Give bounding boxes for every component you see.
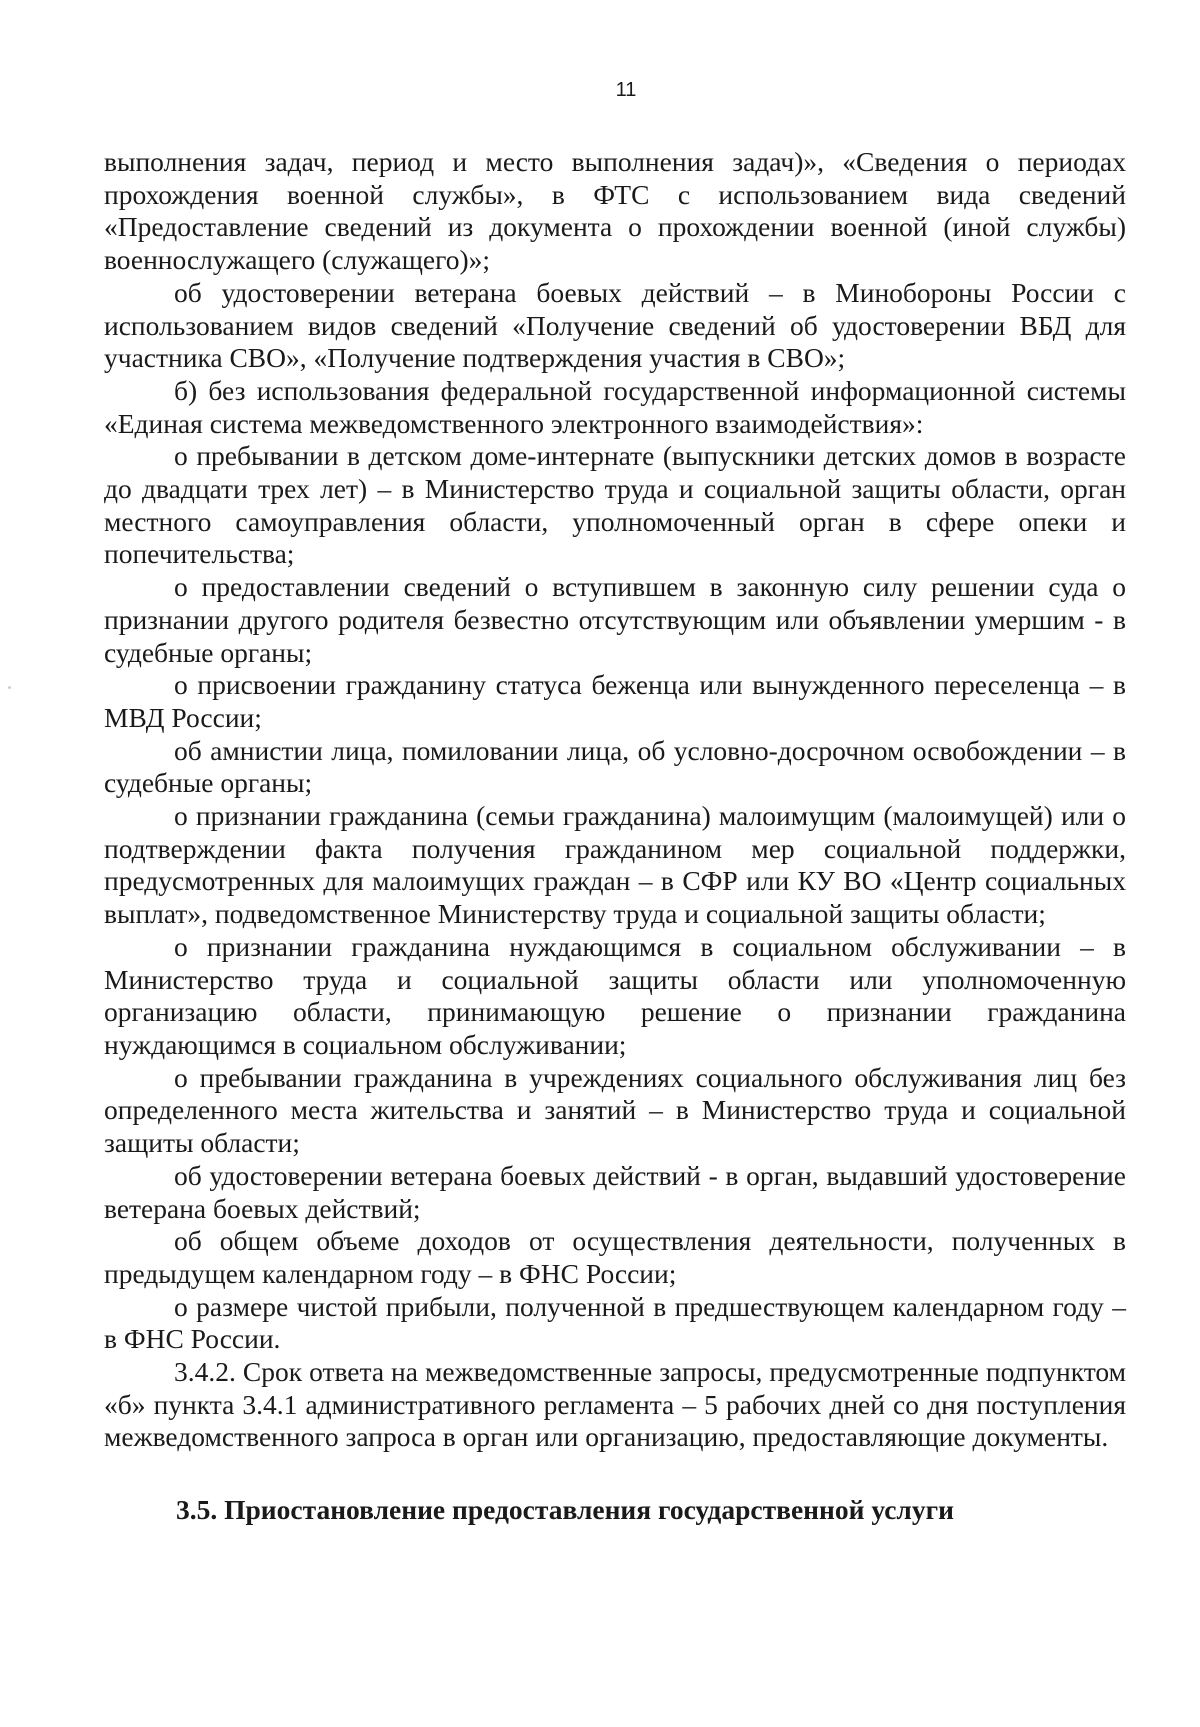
paragraph-orphanage: о пребывании в детском доме-интернате (выпускники детских домов в возрасте до двадцати трех лет) – в Министерство труда и социальной защиты области, орган местного самоуправления области, уполномоченный орган в сфере опеки и попечительства; [104, 440, 1126, 570]
paragraph-social-service-need: о признании гражданина нуждающимся в социальном обслуживании – в Министерство труда и социальной защиты области или уполномоченную организацию области, принимающую решение о признании гражданина нуждающимся в социальном обслуживании; [104, 930, 1126, 1060]
paragraph-homeless-institutions: о пребывании гражданина в учреждениях социального обслуживания лиц без определенного места жительства и занятий – в Министерство труда и социальной защиты области; [104, 1061, 1126, 1159]
paragraph-net-profit: о размере чистой прибыли, полученной в предшествующем календарном году – в ФНС России. [104, 1290, 1126, 1355]
paragraph-veteran-issuer: об удостоверении ветерана боевых действий - в орган, выдавший удостоверение ветерана боевых действий; [104, 1159, 1126, 1224]
paragraph-response-deadline: 3.4.2. Срок ответа на межведомственные запросы, предусмотренные подпунктом «б» пункта 3.4.1 административного регламента – 5 рабочих дней со дня поступления межведомственного запроса в орган или организацию, предоставляющие документы. [104, 1356, 1126, 1453]
paragraph-refugee-status: о присвоении гражданину статуса беженца или вынужденного переселенца – в МВД России; [104, 669, 1126, 733]
scan-speck [8, 686, 11, 689]
page-number: 11 [615, 79, 637, 101]
paragraph-income-volume: об общем объеме доходов от осуществления деятельности, полученных в предыдущем календарном году – в ФНС России; [104, 1225, 1126, 1289]
paragraph-amnesty: об амнистии лица, помиловании лица, об условно-досрочном освобождении – в судебные органы; [104, 734, 1126, 799]
paragraph-court-decision: о предоставлении сведений о вступившем в законную силу решении суда о признании другого родителя безвестно отсутствующим или объявлении умершим - в судебные органы; [104, 571, 1126, 668]
paragraph-low-income: о признании гражданина (семьи гражданина) малоимущим (малоимущей) или о подтверждении факта получения гражданином мер социальной поддержки, предусмотренных для малоимущих граждан – в СФР или КУ ВО «Центр социальных выплат», подведомственное Министерству труда и социальной защиты области; [104, 800, 1126, 930]
paragraph-continuation: выполнения задач, период и место выполнения задач)», «Сведения о периодах прохождения военной службы», в ФТС с использованием вида сведений «Предоставление сведений из документа о прохождении военной (иной службы) военнослужащего (служащего)»; [104, 146, 1126, 276]
paragraph-without-smev: б) без использования федеральной государственной информационной системы «Единая система межведомственного электронного взаимодействия»: [104, 374, 1126, 439]
paragraph-veteran-mod: об удостоверении ветерана боевых действий – в Минобороны России с использованием видов сведений «Получение сведений об удостоверении ВБД для участника СВО», «Получение подтверждения участия в СВО»; [104, 276, 1126, 374]
document-page [104, 78, 1126, 1527]
section-heading: 3.5. Приостановление предоставления государственной услуги [176, 1494, 954, 1526]
